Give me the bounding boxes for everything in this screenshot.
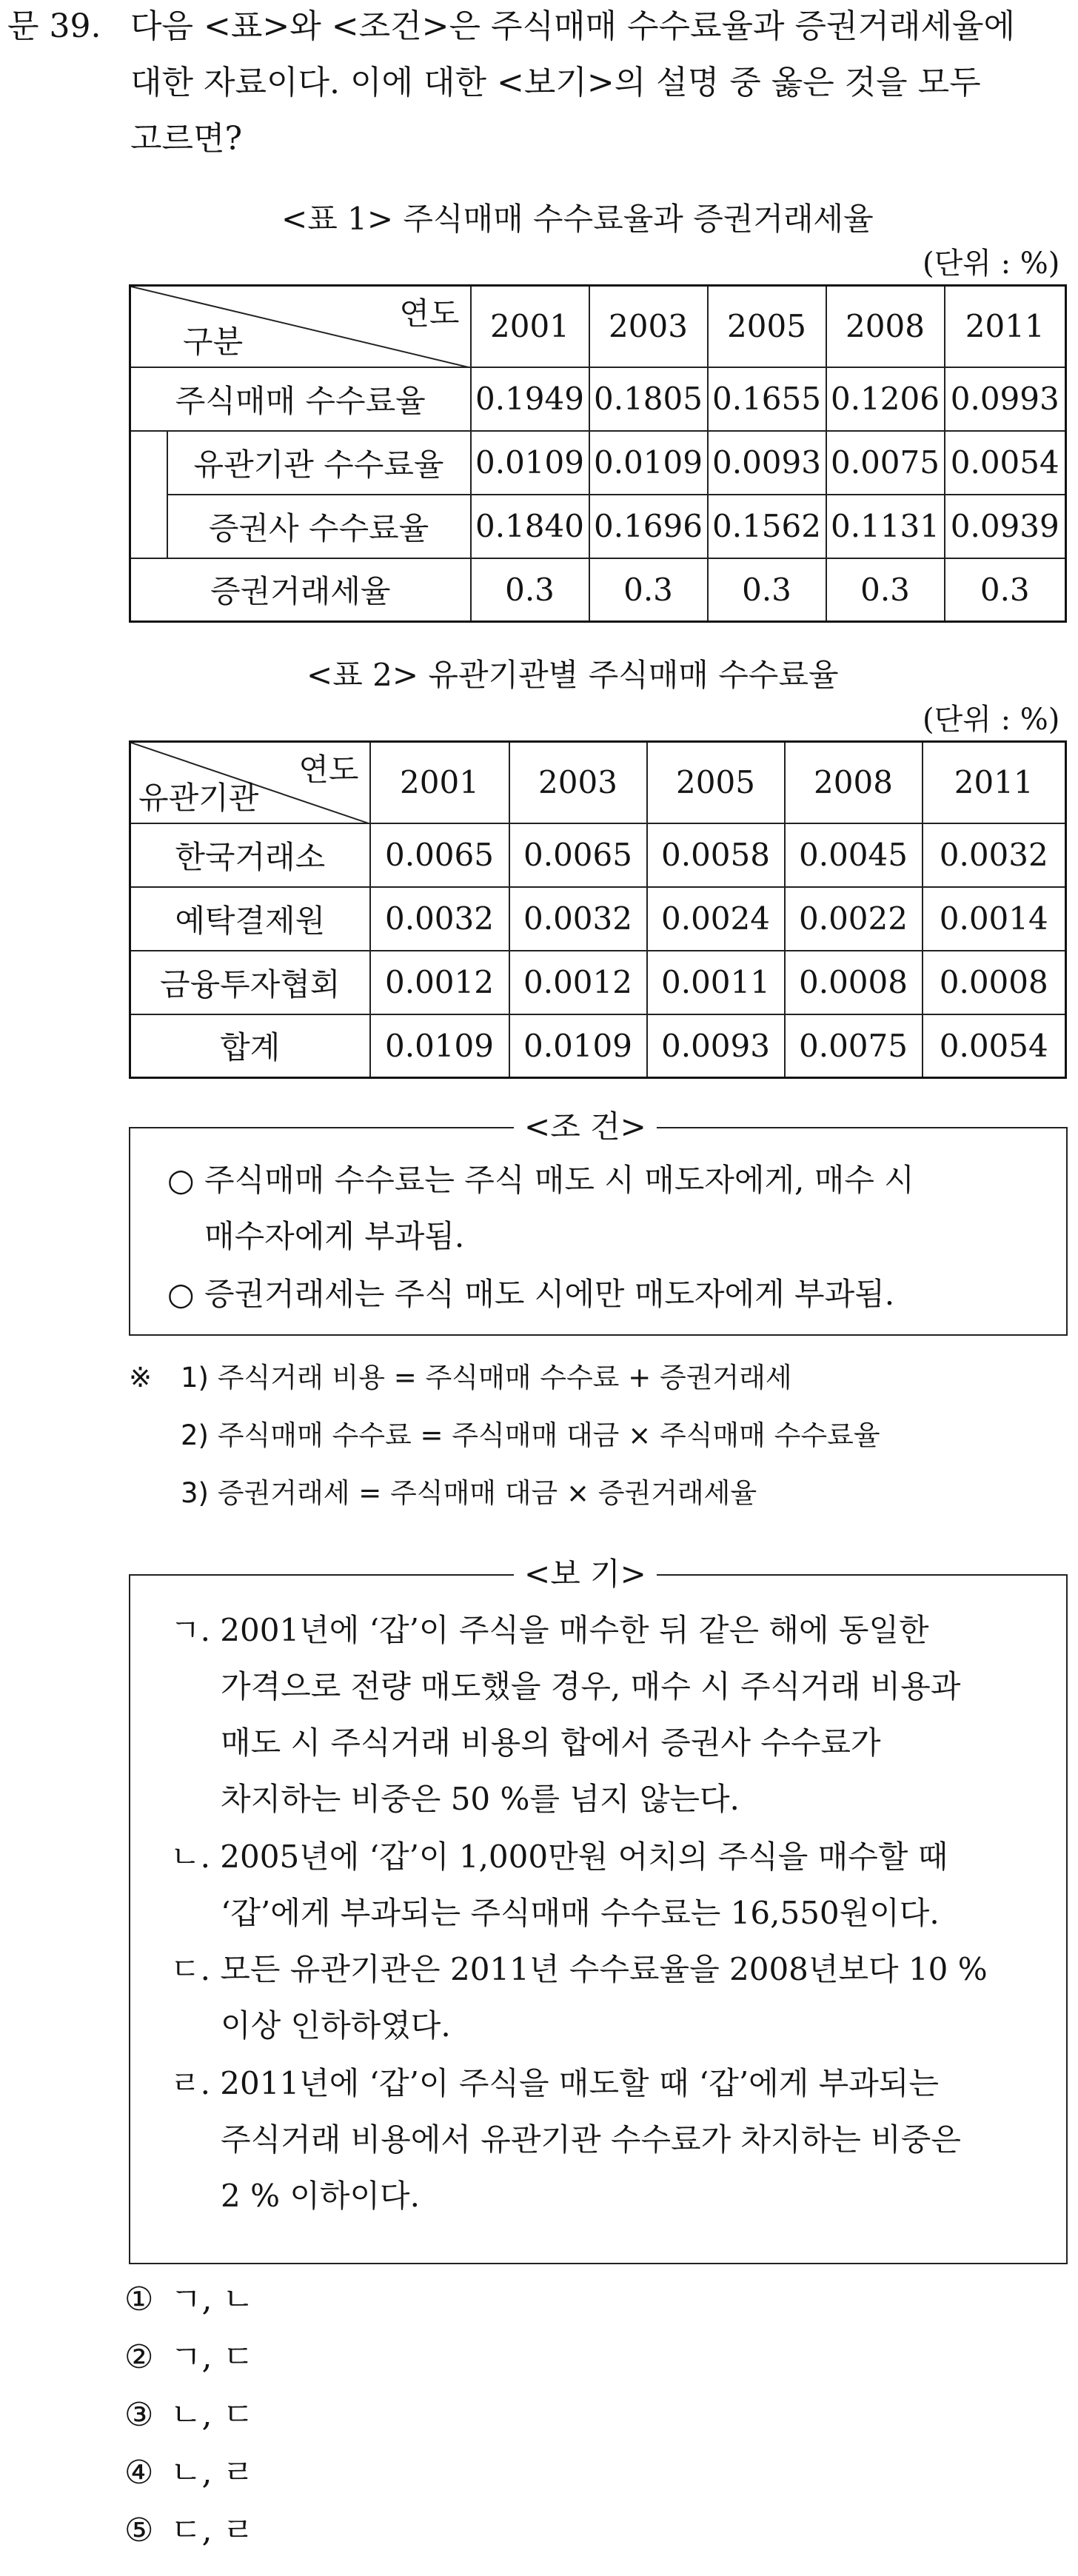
table2-cell: 0.0065 (370, 823, 509, 887)
table1-cell: 0.3 (589, 558, 708, 622)
table2-year-header: 2003 (509, 742, 647, 823)
table1-cell: 0.1131 (826, 495, 945, 558)
table2-corner-year-label: 연도 (298, 752, 359, 788)
bogi-line: ㄴ. 2005년에 ‘갑’이 1,000만원 어치의 주식을 매수할 때 (170, 1839, 948, 1875)
table2-year-header: 2001 (370, 742, 509, 823)
option-number: ⑤ (124, 2512, 154, 2549)
bogi-line: ㄷ. 모든 유관기관은 2011년 수수료율을 2008년보다 10 % (170, 1951, 988, 1987)
bogi-line: 차지하는 비중은 50 %를 넘지 않는다. (221, 1781, 740, 1817)
table1-year-header: 2011 (945, 286, 1066, 367)
table2-cell: 0.0109 (509, 1014, 647, 1078)
table2-cell: 0.0075 (785, 1014, 923, 1078)
table2-cell: 0.0032 (509, 887, 647, 951)
table1-cell: 0.1562 (708, 495, 826, 558)
table1-cell: 0.3 (471, 558, 589, 622)
table2-row-label: 예탁결제원 (130, 887, 370, 951)
bogi-title: <보 기> (514, 1553, 657, 1595)
table2-row (130, 823, 1066, 887)
condition-line-2: 매수자에게 부과됨. (204, 1218, 465, 1254)
question-text-line-3: 고르면? (130, 120, 243, 158)
table2-cell: 0.0093 (647, 1014, 785, 1078)
option-text: ㄴ, ㄹ (170, 2454, 254, 2492)
table1-cell: 0.0109 (589, 431, 708, 495)
table1-row-label: 증권거래세율 (130, 558, 471, 622)
table1-year-header: 2003 (589, 286, 708, 367)
option-number: ④ (124, 2454, 154, 2492)
table1 (129, 284, 1067, 623)
note-item-3: 3) 증권거래세 = 주식매매 대금 × 증권거래세율 (181, 1477, 757, 1509)
table1-cell: 0.0075 (826, 431, 945, 495)
table2-cell: 0.0032 (370, 887, 509, 951)
table1-row-label: 주식매매 수수료율 (130, 367, 471, 431)
table1-cell: 0.0993 (945, 367, 1066, 431)
note-item-1: 1) 주식거래 비용 = 주식매매 수수료 + 증권거래세 (181, 1362, 792, 1394)
table1-cell: 0.3 (826, 558, 945, 622)
table1-cell: 0.1655 (708, 367, 826, 431)
table1-row-label: 증권사 수수료율 (167, 495, 471, 558)
table2-cell: 0.0024 (647, 887, 785, 951)
option-number: ② (124, 2338, 154, 2376)
table1-cell: 0.1696 (589, 495, 708, 558)
table1-corner-category-label: 구분 (183, 323, 244, 360)
table2-row (130, 951, 1066, 1014)
table1-cell: 0.0054 (945, 431, 1066, 495)
table1-year-header: 2001 (471, 286, 589, 367)
table1-cell: 0.1949 (471, 367, 589, 431)
table1-cell: 0.3 (945, 558, 1066, 622)
table1-row (130, 495, 1066, 558)
table1-corner-cell (130, 286, 471, 367)
table2-caption: <표 2> 유관기관별 주식매매 수수료율 (307, 657, 839, 693)
table2-corner-agency-label: 유관기관 (138, 779, 259, 816)
table2-unit: (단위 : %) (923, 703, 1060, 737)
table2-cell: 0.0008 (785, 951, 923, 1014)
bogi-line: 2 % 이하이다. (221, 2178, 420, 2214)
table1-year-header: 2005 (708, 286, 826, 367)
table1-cell: 0.0109 (471, 431, 589, 495)
answer-option-4[interactable] (124, 2451, 254, 2495)
bogi-line: 이상 인하하였다. (221, 2007, 451, 2044)
option-text: ㄱ, ㄷ (170, 2338, 254, 2376)
table2-cell: 0.0012 (509, 951, 647, 1014)
table2-year-header: 2005 (647, 742, 785, 823)
answer-option-2[interactable] (124, 2335, 254, 2380)
table1-row-label: 유관기관 수수료율 (167, 431, 471, 495)
table2-cell: 0.0109 (370, 1014, 509, 1078)
table2-year-header: 2011 (923, 742, 1066, 823)
bogi-line: ㄹ. 2011년에 ‘갑’이 주식을 매도할 때 ‘갑’에게 부과되는 (170, 2065, 939, 2101)
table2-row (130, 887, 1066, 951)
table1-row (130, 431, 1066, 495)
option-number: ① (124, 2281, 154, 2318)
table1-cell: 0.3 (708, 558, 826, 622)
table2-cell: 0.0012 (370, 951, 509, 1014)
question-text-line-1: 다음 <표>와 <조건>은 주식매매 수수료율과 증권거래세율에 (130, 7, 1015, 45)
table1-cell: 0.1805 (589, 367, 708, 431)
bogi-line: 주식거래 비용에서 유관기관 수수료가 차지하는 비중은 (221, 2121, 961, 2158)
table2 (129, 740, 1067, 1079)
table1-caption: <표 1> 주식매매 수수료율과 증권거래세율 (281, 201, 874, 237)
table2-row (130, 1014, 1066, 1078)
condition-line-3: ○ 증권거래세는 주식 매도 시에만 매도자에게 부과됨. (167, 1276, 895, 1312)
question-text-line-2: 대한 자료이다. 이에 대한 <보기>의 설명 중 옳은 것을 모두 (130, 64, 981, 101)
answer-option-5[interactable] (124, 2509, 254, 2553)
table1-indent-spacer (130, 431, 167, 558)
answer-option-3[interactable] (124, 2393, 254, 2438)
table1-year-header: 2008 (826, 286, 945, 367)
answer-option-1[interactable] (124, 2278, 254, 2322)
note-item-2: 2) 주식매매 수수료 = 주식매매 대금 × 주식매매 수수료율 (181, 1419, 880, 1451)
table2-header-row (130, 742, 1066, 823)
table1-cell: 0.1206 (826, 367, 945, 431)
table2-cell: 0.0058 (647, 823, 785, 887)
table2-row-label: 합계 (130, 1014, 370, 1078)
note-mark: ※ (129, 1362, 153, 1394)
question-number: 문 39. (7, 7, 101, 45)
table1-cell: 0.0093 (708, 431, 826, 495)
table2-year-header: 2008 (785, 742, 923, 823)
option-text: ㄴ, ㄷ (170, 2396, 254, 2434)
table2-cell: 0.0045 (785, 823, 923, 887)
table1-row (130, 367, 1066, 431)
table1-cell: 0.0939 (945, 495, 1066, 558)
table2-cell: 0.0011 (647, 951, 785, 1014)
table1-header-row (130, 286, 1066, 367)
option-text: ㄱ, ㄴ (170, 2281, 254, 2318)
table2-cell: 0.0014 (923, 887, 1066, 951)
bogi-line: 매도 시 주식거래 비용의 합에서 증권사 수수료가 (221, 1724, 881, 1761)
option-number: ③ (124, 2396, 154, 2434)
table2-cell: 0.0022 (785, 887, 923, 951)
bogi-line: 가격으로 전량 매도했을 경우, 매수 시 주식거래 비용과 (221, 1668, 961, 1704)
table2-cell: 0.0054 (923, 1014, 1066, 1078)
table1-unit: (단위 : %) (923, 247, 1060, 281)
table1-cell: 0.1840 (471, 495, 589, 558)
bogi-line: ㄱ. 2001년에 ‘갑’이 주식을 매수한 뒤 같은 해에 동일한 (170, 1612, 929, 1648)
table2-cell: 0.0008 (923, 951, 1066, 1014)
option-text: ㄷ, ㄹ (170, 2512, 254, 2549)
condition-line-1: ○ 주식매매 수수료는 주식 매도 시 매도자에게, 매수 시 (167, 1162, 914, 1198)
table2-corner-cell (130, 742, 370, 823)
table2-cell: 0.0065 (509, 823, 647, 887)
table2-row-label: 한국거래소 (130, 823, 370, 887)
table2-row-label: 금융투자협회 (130, 951, 370, 1014)
table1-corner-year-label: 연도 (399, 295, 460, 332)
table2-cell: 0.0032 (923, 823, 1066, 887)
table1-row (130, 558, 1066, 622)
bogi-line: ‘갑’에게 부과되는 주식매매 수수료는 16,550원이다. (221, 1895, 940, 1931)
conditions-title: <조 건> (514, 1106, 657, 1148)
